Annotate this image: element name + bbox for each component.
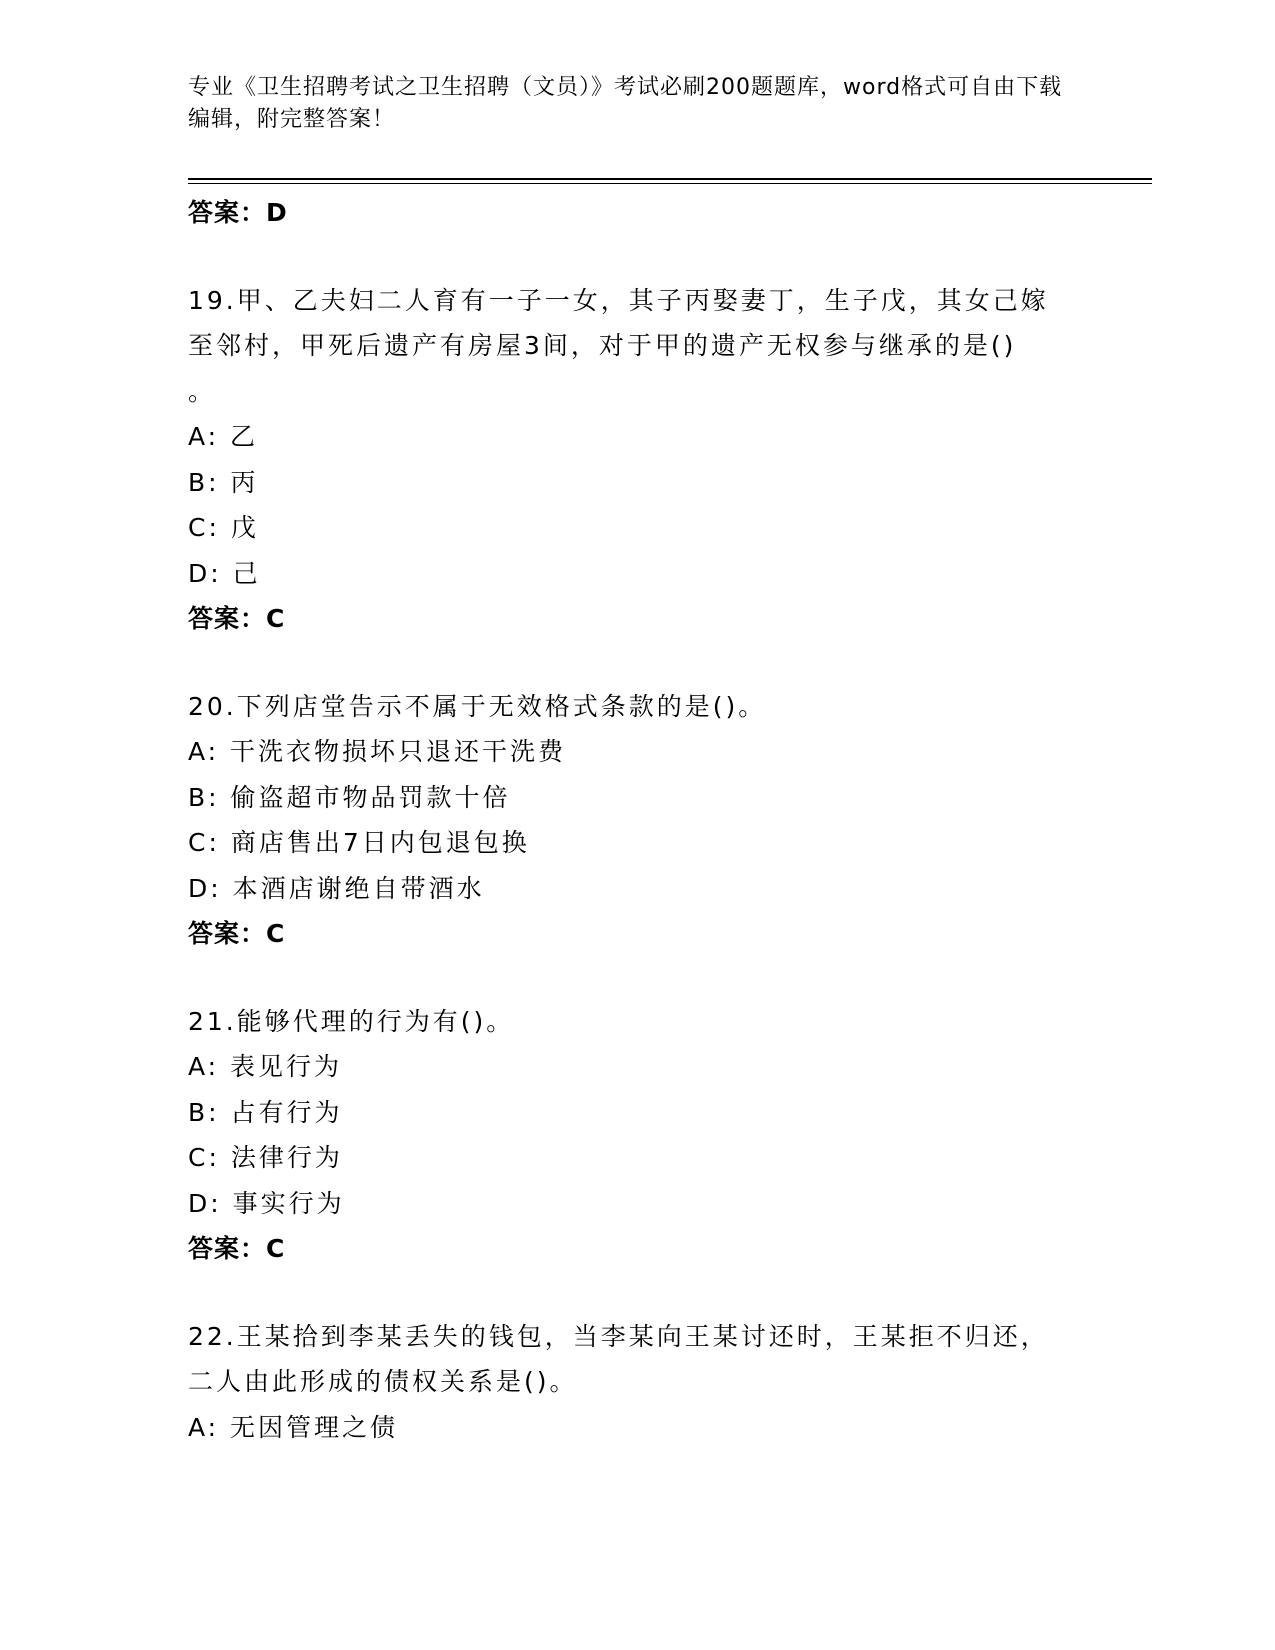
option-a: A: 无因管理之债: [188, 1412, 399, 1442]
answer: 答案：C: [188, 604, 286, 633]
question-stem-line: 19.甲、乙夫妇二人育有一子一女，其子丙娶妻丁，生子戊，其女己嫁: [188, 285, 1049, 315]
option-a: A: 乙: [188, 422, 259, 451]
question-stem-line: 20.下列店堂告示不属于无效格式条款的是()。: [188, 691, 767, 721]
spacer: [188, 957, 1088, 999]
spacer: [188, 642, 1088, 684]
question-21: [188, 999, 1088, 1272]
option-b: B: 占有行为: [188, 1097, 343, 1127]
option-a: A: 表见行为: [188, 1052, 343, 1081]
option-b: B: 丙: [188, 467, 259, 497]
question-stem-line: 。: [188, 376, 217, 406]
spacer: [188, 236, 1088, 278]
option-d: D: 事实行为: [188, 1188, 345, 1218]
question-content: [188, 190, 1088, 1450]
previous-answer: 答案：D: [188, 198, 288, 227]
option-c: C: 法律行为: [188, 1143, 343, 1172]
question-stem-line: 二人由此形成的债权关系是()。: [188, 1367, 578, 1396]
spacer: [188, 1272, 1088, 1314]
question-20: [188, 684, 1088, 957]
question-22: [188, 1314, 1088, 1451]
question-stem-line: 22.王某拾到李某丢失的钱包，当李某向王某讨还时，王某拒不归还，: [188, 1321, 1049, 1351]
answer: 答案：C: [188, 1234, 286, 1263]
option-c: C: 商店售出7日内包退包换: [188, 828, 530, 857]
option-c: C: 戊: [188, 513, 259, 542]
question-stem-line: 21.能够代理的行为有()。: [188, 1006, 515, 1036]
option-b: B: 偷盗超市物品罚款十倍: [188, 782, 511, 812]
option-a: A: 干洗衣物损坏只退还干洗费: [188, 737, 567, 766]
option-d: D: 己: [188, 558, 261, 588]
header-divider-thin: [188, 183, 1152, 184]
document-header: 专业《卫生招聘考试之卫生招聘（文员）》考试必刷200题题库，word格式可自由下载编辑，附完整答案！: [188, 75, 1063, 132]
question-stem-line: 至邻村，甲死后遗产有房屋3间，对于甲的遗产无权参与继承的是(): [188, 331, 1017, 360]
answer: 答案：C: [188, 919, 286, 948]
option-d: D: 本酒店谢绝自带酒水: [188, 873, 485, 903]
question-19: [188, 278, 1088, 642]
header-divider-thick: [188, 178, 1152, 180]
